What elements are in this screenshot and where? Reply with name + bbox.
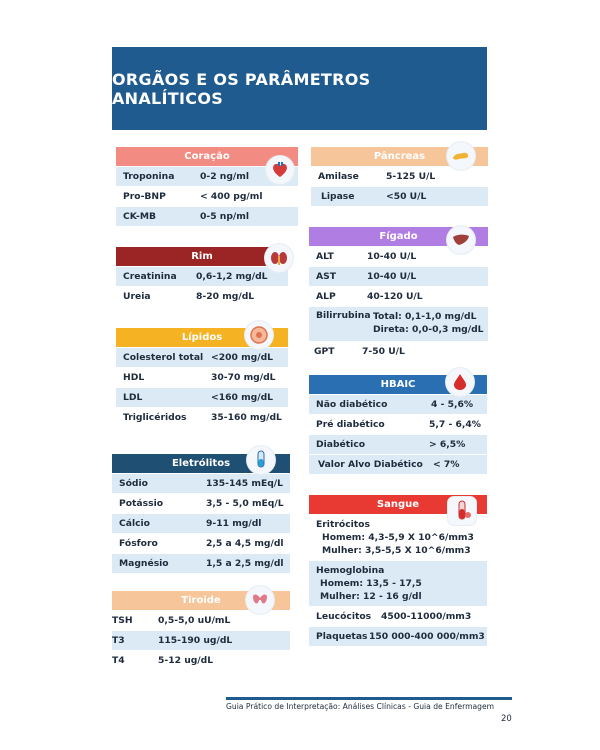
heart-icon [266, 156, 294, 184]
row-value: Direta: 0,0-0,3 mg/dL [373, 324, 484, 335]
table-row [112, 474, 290, 493]
row-label: Valor Alvo Diabético [318, 459, 423, 470]
row-label: CK-MB [123, 211, 157, 222]
table-row [309, 287, 488, 306]
liver-icon [447, 226, 475, 254]
card-title: Lípidos [181, 332, 223, 343]
row-label: ALP [316, 291, 336, 302]
row-value: 5-125 U/L [386, 171, 436, 182]
table-row [112, 554, 290, 573]
row-label: Leucócitos [316, 611, 372, 622]
pancreas-icon [447, 142, 475, 170]
table-row [309, 395, 487, 414]
row-value: 9-11 mg/dl [206, 518, 262, 529]
table-row [309, 342, 488, 361]
table-row [311, 187, 488, 206]
row-label: GPT [314, 346, 335, 357]
row-value: Mulher: 3,5-5,5 X 10^6/mm3 [322, 545, 471, 556]
row-value: Total: 0,1-1,0 mg/dL [373, 311, 477, 322]
table-row [112, 631, 290, 650]
card-title: Tiroide [181, 595, 221, 606]
row-value: < 400 pg/ml [200, 191, 263, 202]
row-label: Pro-BNP [123, 191, 166, 202]
row-value: 7-50 U/L [362, 346, 405, 357]
bilirubin-values [373, 310, 484, 336]
row-label: T4 [112, 655, 125, 666]
row-value: 4500-11000/mm3 [381, 611, 472, 622]
footer-text: Guia Prático de Interpretação: Análises Clínicas - Guia de Enfermagem [226, 702, 495, 711]
row-label: Creatinina [123, 271, 177, 282]
row-label: LDL [123, 392, 143, 403]
table-row [309, 307, 488, 341]
row-value: 8-20 mg/dL [196, 291, 255, 302]
row-value: 150 000-400 000/mm3 [369, 631, 485, 642]
row-value: 0,6-1,2 mg/dL [196, 271, 268, 282]
row-label: Potássio [119, 498, 164, 509]
row-value: 0-2 ng/ml [200, 171, 249, 182]
row-value: 10-40 U/L [367, 251, 417, 262]
card-title: Rim [191, 251, 213, 262]
table-row [112, 514, 290, 533]
row-label: ALT [316, 251, 334, 262]
row-value: <160 mg/dL [211, 392, 274, 403]
row-value: Homem: 4,3-5,9 X 10^6/mm3 [322, 532, 474, 543]
table-row [112, 534, 290, 553]
card-title: Coração [184, 151, 230, 162]
row-label: Colesterol total [123, 352, 204, 363]
row-label: TSH [112, 615, 133, 626]
card-title: HBAIC [380, 379, 416, 390]
row-value: 115-190 ug/dL [158, 635, 233, 646]
table-row [116, 348, 288, 367]
card-header [116, 247, 288, 266]
row-label: Lipase [321, 191, 355, 202]
table-row [112, 651, 290, 670]
table-row [116, 187, 298, 206]
row-label: Amilase [318, 171, 359, 182]
page-title: ORGÃOS E OS PARÂMETROS ANALÍTICOS [112, 69, 371, 108]
row-label: Sódio [119, 478, 148, 489]
table-row [112, 611, 290, 630]
blood-drop-icon [446, 368, 474, 396]
row-value: 35-160 mg/dL [211, 412, 282, 423]
footer-divider [226, 697, 512, 700]
row-value: <200 mg/dL [211, 352, 274, 363]
table-row [309, 415, 487, 434]
table-row-hemoglobina [309, 561, 487, 606]
card-title: Fígado [379, 231, 418, 242]
table-row [309, 267, 488, 286]
row-label: T3 [112, 635, 125, 646]
page-number: 20 [501, 714, 512, 724]
row-value: 0-5 np/ml [200, 211, 249, 222]
row-label: Não diabético [316, 399, 388, 410]
row-value: 1,5 a 2,5 mg/dl [206, 558, 284, 569]
thyroid-icon [246, 586, 274, 614]
table-row [116, 408, 288, 427]
row-label: Troponina [123, 171, 175, 182]
row-label: Magnésio [119, 558, 169, 569]
card-title: Eletrólitos [171, 458, 231, 469]
table-row [116, 368, 288, 387]
row-label: Cálcio [119, 518, 150, 529]
row-value: 0,5-5,0 uU/mL [158, 615, 231, 626]
row-label: Hemoglobina [316, 565, 385, 576]
kidney-icon [265, 244, 293, 272]
table-row [116, 207, 298, 226]
row-value: 40-120 U/L [367, 291, 423, 302]
row-value: 4 - 5,6% [431, 399, 474, 410]
table-row [112, 494, 290, 513]
row-label: Ureia [123, 291, 151, 302]
table-row [309, 435, 487, 454]
table-row [309, 607, 487, 626]
title-banner [112, 47, 487, 130]
row-value: 135-145 mEq/L [206, 478, 284, 489]
row-value: 5-12 ug/dL [158, 655, 214, 666]
row-value: <50 U/L [386, 191, 427, 202]
table-row [116, 267, 288, 286]
row-value: 10-40 U/L [367, 271, 417, 282]
row-label: Pré diabético [316, 419, 385, 430]
blood-sample-icon [448, 497, 476, 525]
table-row [309, 455, 487, 474]
test-tube-icon [247, 446, 275, 474]
row-value: 30-70 mg/dL [211, 372, 276, 383]
row-label: Diabético [316, 439, 366, 450]
row-label: Bilirrubina [316, 310, 371, 321]
row-value: Mulher: 12 - 16 g/dl [320, 591, 422, 602]
row-label: Eritrócitos [316, 519, 370, 530]
row-value: > 6,5% [429, 439, 466, 450]
cell-icon [245, 321, 273, 349]
row-value: 2,5 a 4,5 mg/dl [206, 538, 284, 549]
table-row [116, 388, 288, 407]
card-title: Sangue [376, 499, 420, 510]
row-label: Triglicéridos [123, 412, 187, 423]
row-value: < 7% [433, 459, 460, 470]
row-value: 3,5 - 5,0 mEq/L [206, 498, 284, 509]
row-label: HDL [123, 372, 145, 383]
row-label: Fósforo [119, 538, 158, 549]
row-value: 5,7 - 6,4% [429, 419, 481, 430]
row-label: AST [316, 271, 336, 282]
row-label: Plaquetas [316, 631, 368, 642]
card-title: Pâncreas [373, 151, 426, 162]
table-row [309, 627, 487, 646]
table-row [116, 287, 288, 306]
row-value: Homem: 13,5 - 17,5 [320, 578, 422, 589]
card-rim [116, 247, 288, 306]
